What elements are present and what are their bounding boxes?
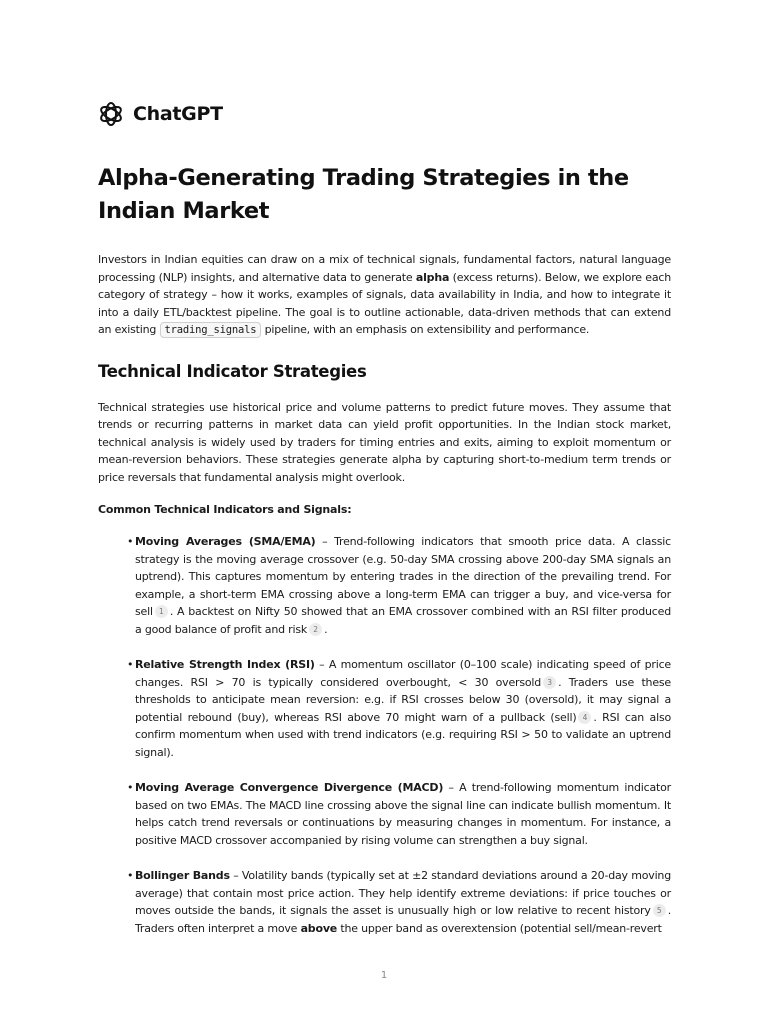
intro-paragraph: Investors in Indian equities can draw on a mix of technical signals, fundamental factors, natural language processing (NLP) insights, and alternative data to generate alpha (excess returns). Below, we explore each category of strategy – how it works, examples of signals, data availability in India, and how to integrate it into a daily ETL/backtest pipeline. The goal is to outline actionable, data-driven methods that can extend an existing trading_signals pipeline, with an emphasis on extensibility and performance. <box>98 253 671 336</box>
list-item-bollinger-bands: • Bollinger Bands – Volatility bands (typically set at ±2 standard deviations around a 20-day moving average) that contain most price action. They help identify extreme deviations: if price touches or moves outside the bands, it signals the asset is unusually high or low relative to recent history 5 . Traders often interpret a move above the upper band as overextension (potential sell/mean-revert <box>127 869 671 935</box>
subheading: Common Technical Indicators and Signals: <box>98 503 352 516</box>
indicator-list <box>98 533 671 937</box>
citation-badge[interactable]: 3 <box>543 676 556 689</box>
citation-badge[interactable]: 4 <box>578 711 591 724</box>
citation-badge[interactable]: 5 <box>653 904 666 917</box>
section-paragraph: Technical strategies use historical price and volume patterns to predict future moves. They assume that trends or recurring patterns in market data can yield profit opportunities. In the Indian stock market, technical analysis is widely used by traders for timing entries and exits, aiming to exploit momentum or mean-reversion behaviors. These strategies generate alpha by capturing short-to-medium term trends or price reversals that fundamental analysis might overlook. <box>98 400 671 484</box>
citation-badge[interactable]: 2 <box>309 623 322 636</box>
bullet-dot: • <box>127 535 134 548</box>
list-item-rsi: • Relative Strength Index (RSI) – A momentum oscillator (0–100 scale) indicating speed of price changes. RSI > 70 is typically considered overbought, < 30 oversold 3 . Traders use these thresholds to anticipate mean reversion: e.g. if RSI crosses below 30 (oversold), it may signal a potential rebound (buy), whereas RSI above 70 might warn of a pullback (sell) 4 . RSI can also confirm momentum when used with trend indicators (e.g. requiring RSI > 50 to validate an uptrend signal). <box>127 658 671 759</box>
page-number: 1 <box>380 970 388 981</box>
openai-logo-icon <box>98 101 124 127</box>
page-title: Alpha-Generating Trading Strategies in the Indian Market <box>98 165 629 224</box>
section-heading: Technical Indicator Strategies <box>98 361 367 381</box>
list-item-macd: • Moving Average Convergence Divergence (MACD) – A trend-following momentum indicator based on two EMAs. The MACD line crossing above the signal line can indicate bullish momentum. It helps catch trend reversals or continuations by measuring changes in momentum. For instance, a positive MACD crossover accompanied by rising volume can strengthen a buy signal. <box>127 781 671 847</box>
list-item-moving-averages: • Moving Averages (SMA/EMA) – Trend-following indicators that smooth price data. A classic strategy is the moving average crossover (e.g. 50-day SMA crossing above 200-day SMA signals an uptrend). This captures momentum by entering trades in the direction of the prevailing trend. For example, a short-term EMA crossing above a long-term EMA can trigger a buy, and vice-versa for sell 1 . A backtest on Nifty 50 showed that an EMA crossover combined with an RSI filter produced a good balance of profit and risk 2 . <box>127 535 671 636</box>
document-page <box>98 100 671 955</box>
citation-badge[interactable]: 1 <box>155 605 168 618</box>
brand-name: ChatGPT <box>133 103 223 125</box>
bullet-dot: • <box>127 869 134 882</box>
brand-header <box>98 100 671 128</box>
bullet-dot: • <box>127 658 134 671</box>
inline-code: trading_signals <box>160 322 262 338</box>
bullet-dot: • <box>127 781 134 794</box>
